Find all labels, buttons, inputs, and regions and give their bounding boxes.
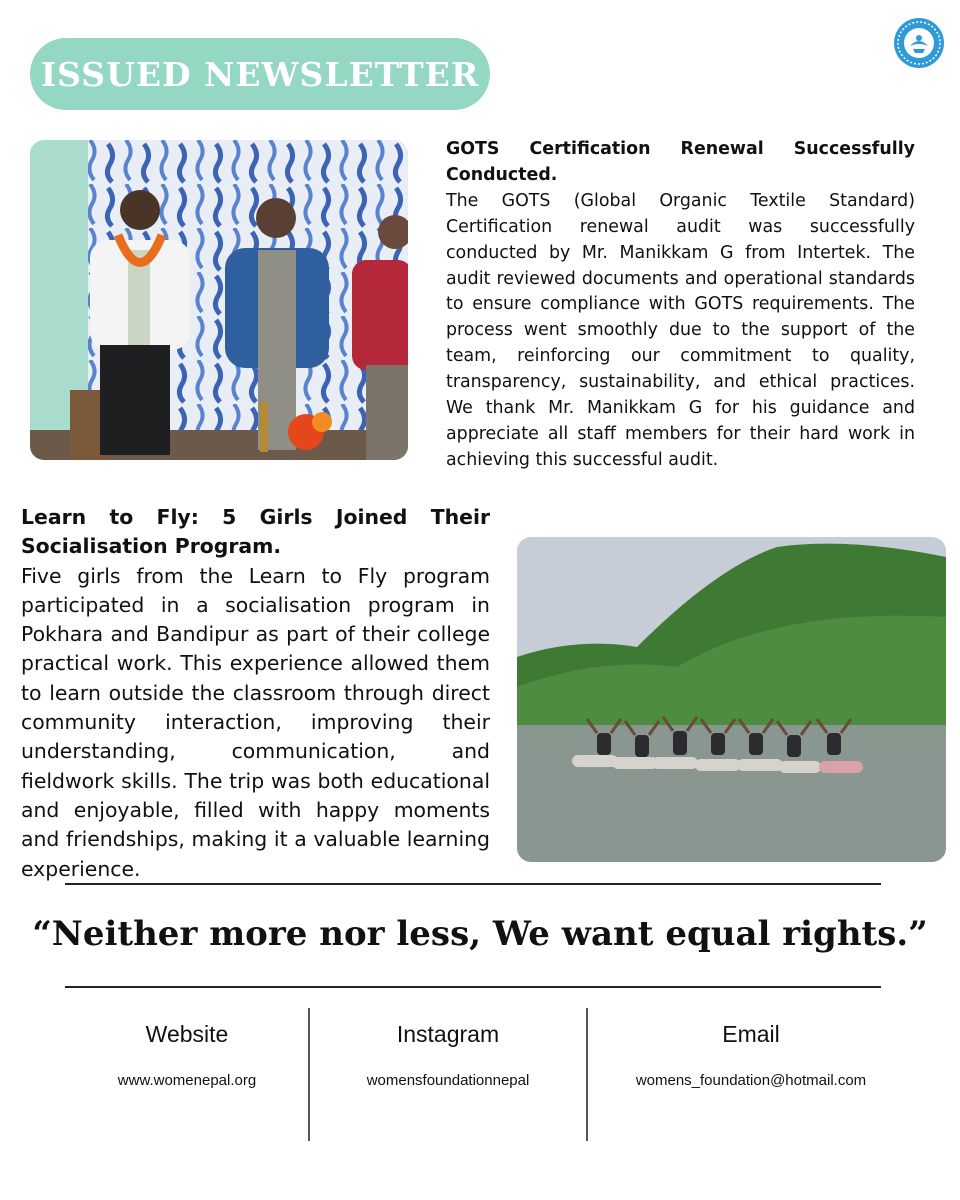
gots-article bbox=[446, 137, 915, 474]
website-contact bbox=[66, 1016, 308, 1091]
email-address[interactable]: womens_foundation@hotmail.com bbox=[635, 1072, 867, 1089]
gots-article-title: GOTS Certification Renewal Successfully Conducted. bbox=[446, 139, 915, 185]
instagram-label: Instagram bbox=[396, 1021, 500, 1047]
instagram-handle[interactable]: womensfoundationnepal bbox=[366, 1072, 530, 1089]
learn-to-fly-article bbox=[21, 503, 490, 884]
website-label: Website bbox=[145, 1021, 229, 1047]
gots-article-body: The GOTS (Global Organic Textile Standard) Certification renewal audit was successfully conducted by Mr. Manikkam G from Intertek. The audit reviewed documents and operational standards to ensure compliance with GOTS requirements. The process went smoothly due to the support of the team, reinforcing our commitment to quality, transparency, sustainability, and ethical practices. We thank Mr. Manikkam G for his guidance and appreciate all staff members for their hard work in achieving this successful audit. bbox=[446, 190, 915, 470]
learn-to-fly-article-body: Five girls from the Learn to Fly program participated in a socialisation program in Pokhara and Bandipur as part of their college practical work. This experience allowed them to learn outside the classroom through direct community interaction, improving their understanding, communication, and fieldwork skills. The trip was both educational and enjoyable, filled with happy moments and friendships, making it a valuable learning experience. bbox=[21, 563, 490, 881]
newsletter-badge-title: ISSUED NEWSLETTER bbox=[40, 54, 480, 94]
learn-to-fly-article-title: Learn to Fly: 5 Girls Joined Their Socialisation Program. bbox=[21, 505, 490, 559]
lake-kayak-photo bbox=[517, 537, 946, 862]
instagram-contact bbox=[310, 1016, 586, 1091]
equal-rights-quote: “Neither more nor less, We want equal rights.” bbox=[32, 914, 928, 954]
audit-ceremony-photo bbox=[30, 140, 408, 460]
email-contact bbox=[588, 1016, 914, 1091]
quote-top-divider bbox=[65, 883, 881, 885]
website-link[interactable]: www.womenepal.org bbox=[117, 1072, 257, 1089]
newsletter-badge bbox=[30, 38, 490, 110]
quote-bottom-divider bbox=[65, 986, 881, 988]
email-label: Email bbox=[722, 1021, 780, 1047]
foundation-emblem-icon bbox=[892, 16, 946, 70]
